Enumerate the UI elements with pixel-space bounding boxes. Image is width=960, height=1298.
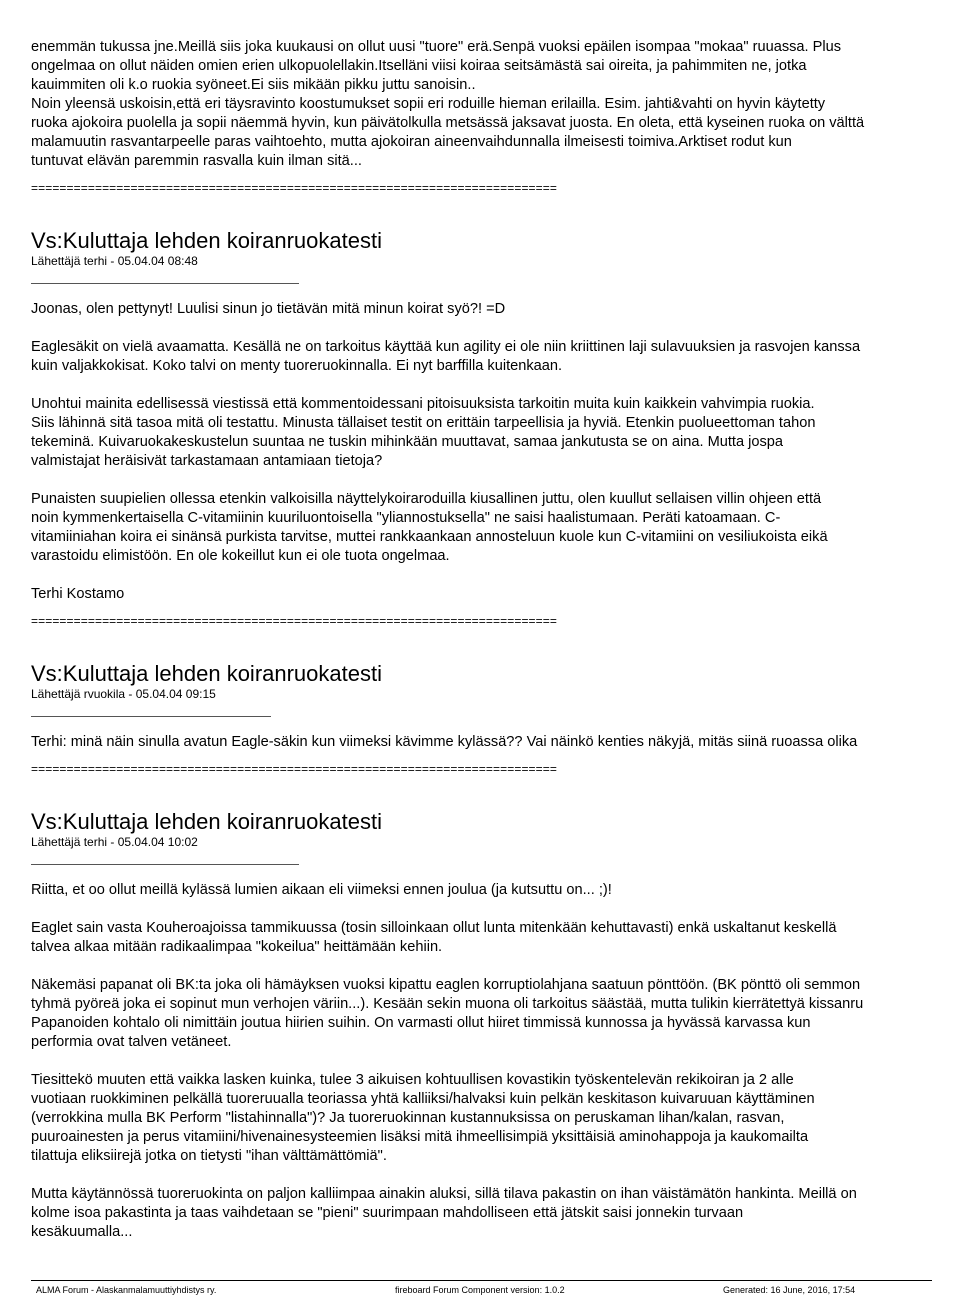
intro-line: kauimmiten oli k.o ruokia syöneet.Ei siis mikään pikku juttu sanoisin.. bbox=[31, 77, 476, 93]
post-paragraph bbox=[31, 881, 960, 900]
post-line: kuin valjakkokisat. Koko talvi on menty tuoreruokinnalla. Ei nyt barffilla kuitenkaan. bbox=[31, 358, 563, 374]
post-separator: ========================================================================== bbox=[31, 181, 557, 195]
post-separator: ========================================================================== bbox=[31, 614, 557, 628]
post-line: Terhi Kostamo bbox=[31, 586, 125, 602]
post-line: Joonas, olen pettynyt! Luulisi sinun jo tietävän mitä minun koirat syö?! =D bbox=[31, 301, 506, 317]
post-line: varastoidu elimistöön. En ole kokeillut kun ei ole tuota ongelmaa. bbox=[31, 548, 450, 564]
page-footer bbox=[31, 1280, 932, 1298]
post-line: Siis lähinnä sitä tasoa mitä oli testattu. Minusta tällaiset testit on erittäin tarpeellisia ja hyviä. Etenkin puolueettoman tahon bbox=[31, 415, 816, 431]
post-paragraph bbox=[31, 976, 960, 1052]
intro-line: tuntuvat elävän paremmin rasvalla kuin ilman sitä... bbox=[31, 153, 362, 169]
post-line: tyhmä pyöreä joka ei sopinut mun verhojen väriin...). Kesään sekin muona oli tarkoitus säästää, mutta tulikin kierrätettyä kissanru bbox=[31, 996, 864, 1012]
intro-paragraph bbox=[31, 38, 960, 171]
post-meta: Lähettäjä terhi - 05.04.04 08:48 bbox=[31, 254, 198, 268]
post-line: Mutta käytännössä tuoreruokinta on paljon kalliimpaa ainakin aluksi, sillä tilava pakastin on ihan väistämätön hankinta. Meillä on bbox=[31, 1186, 857, 1202]
intro-line: enemmän tukussa jne.Meillä siis joka kuukausi on ollut uusi "tuore" erä.Senpä vuoksi epäilen isompaa "mokaa" ruuassa. Plus bbox=[31, 39, 842, 55]
post-line: valmistajat heräisivät tarkastamaan antamiaan tietoja? bbox=[31, 453, 383, 469]
post-paragraph bbox=[31, 395, 960, 471]
post-line: kesäkuumalla... bbox=[31, 1224, 133, 1240]
post-line: (verrokkina mulla BK Perform "listahinnalla")? Ja tuoreruokinnan kustannuksissa on peruskaman lihan/kalan, rasvan, bbox=[31, 1110, 785, 1126]
post-paragraph bbox=[31, 1185, 960, 1242]
post-divider bbox=[31, 283, 299, 284]
post-divider bbox=[31, 864, 299, 865]
post-line: Terhi: minä näin sinulla avatun Eagle-säkin kun viimeksi kävimme kylässä?? Vai näinkö kenties näkyjä, mitäs siinä ruoassa olika bbox=[31, 734, 858, 750]
post-line: Riitta, et oo ollut meillä kylässä lumien aikaan eli viimeksi ennen joulua (ja kutsuttu on... ;)! bbox=[31, 882, 612, 898]
post-paragraph bbox=[31, 919, 960, 957]
post-line: tilattuja eliksiirejä jotka on tietysti "ihan välttämättömiä". bbox=[31, 1148, 387, 1164]
post-line: vuotiaan ruokkiminen pelkällä tuoreruualla teoriassa yhtä kalliiksi/halvaksi kuin pelkän keskitason kuivaruuan käyttäminen bbox=[31, 1091, 815, 1107]
intro-line: ruoka ajokoira puolella ja sopii näemmä hyvin, kun päivätolkulla metsässä jaksavat juosta. En oleta, että kyseinen ruoka on välttä bbox=[31, 115, 865, 131]
intro-line: Noin yleensä uskoisin,että eri täysravinto koostumukset sopii eri roduille hieman erilailla. Esim. jahti&vahti on hyvin käytetty bbox=[31, 96, 826, 112]
post-line: Punaisten suupielien ollessa etenkin valkoisilla näyttelykoiraroduilla kiusallinen juttu, olen kuullut sellaisen villin ohjeen että bbox=[31, 491, 822, 507]
post-meta: Lähettäjä terhi - 05.04.04 10:02 bbox=[31, 835, 198, 849]
post-line: Unohtui mainita edellisessä viestissä että kommentoidessani pitoisuuksista tarkoitin muita kuin kaikkein vahvimpia ruokia. bbox=[31, 396, 815, 412]
intro-line: malamuutin rasvantarpeelle paras vaihtoehto, mutta ajokoiran aineenvaihdunnalla ilmeisesti toimiva.Arktiset rodut kun bbox=[31, 134, 792, 150]
post-title: Vs:Kuluttaja lehden koiranruokatesti bbox=[31, 661, 382, 686]
post-line: noin kymmenkertaisella C-vitamiinin kuuriluontoisella "yliannostuksella" ne saisi haalistumaan. Peräti katoamaan. C- bbox=[31, 510, 781, 526]
footer-component-version: fireboard Forum Component version: 1.0.2 bbox=[395, 1285, 565, 1295]
intro-line: ongelmaa on ollut näiden omien erien ulkopuolellakin.Itselläni viisi koiraa seitsämästä sai oireita, ja pahimmiten ne, jotka bbox=[31, 58, 807, 74]
post-line: performia ovat talven vetäneet. bbox=[31, 1034, 232, 1050]
footer-site-name: ALMA Forum - Alaskanmalamuuttiyhdistys ry. bbox=[36, 1285, 217, 1295]
post-line: Näkemäsi papanat oli BK:ta joka oli hämäyksen vuoksi kipattu eaglen korruptiolahjana saatuun pönttöön. (BK pönttö oli semmon bbox=[31, 977, 861, 993]
post-title: Vs:Kuluttaja lehden koiranruokatesti bbox=[31, 228, 382, 253]
post-meta: Lähettäjä rvuokila - 05.04.04 09:15 bbox=[31, 687, 216, 701]
post-line: tekeminä. Kuivaruokakeskustelun suuntaa ne tuskin mihinkään muuttavat, samaa jankutusta se on aina. Mutta jospa bbox=[31, 434, 784, 450]
post-paragraph bbox=[31, 490, 960, 566]
post-line: kolme isoa pakastinta ja taas vaihdetaan se "pieni" suurimpaan mahdolliseen että jätskit saisi jonnekin turvaan bbox=[31, 1205, 744, 1221]
post-separator: ========================================================================== bbox=[31, 762, 557, 776]
post-line: talvea alkaa mitään radikaalimpaa "kokeilua" heittämään kehiin. bbox=[31, 939, 443, 955]
forum-export-page bbox=[31, 38, 960, 1242]
post-signature bbox=[31, 585, 960, 604]
footer-generated-date: Generated: 16 June, 2016, 17:54 bbox=[723, 1285, 856, 1295]
post-paragraph bbox=[31, 300, 960, 319]
post-paragraph bbox=[31, 338, 960, 376]
post-title: Vs:Kuluttaja lehden koiranruokatesti bbox=[31, 809, 382, 834]
post-line: Papanoiden kohtalo oli nimittäin joutua hiirien suihin. On varmasti ollut hiiret timmissä kunnossa ja hyvässä karvassa kun bbox=[31, 1015, 811, 1031]
post-line: Tiesittekö muuten että vaikka lasken kuinka, tulee 3 aikuisen kohtuullisen kovastikin työskentelevän rekikoiran ja 2 alle bbox=[31, 1072, 794, 1088]
forum-post bbox=[31, 809, 960, 1242]
forum-post bbox=[31, 228, 960, 604]
post-line: Eaglesäkit on vielä avaamatta. Kesällä ne on tarkoitus käyttää kun agility ei ole niin kriittinen laji sulavuuksien ja rasvojen kanssa bbox=[31, 339, 861, 355]
post-line: Eaglet sain vasta Kouheroajoissa tammikuussa (tosin silloinkaan ollut lunta mitenkään kehuttavasti) enkä uskaltanut keskellä bbox=[31, 920, 837, 936]
forum-post bbox=[31, 661, 960, 752]
post-line: puuroainesten ja perus vitamiini/hivenainesysteemien lisäksi mitä ihmeellisimpiä yksittäisiä aminohappoja ja kaukomailta bbox=[31, 1129, 809, 1145]
post-paragraph bbox=[31, 1071, 960, 1166]
post-paragraph bbox=[31, 733, 960, 752]
post-line: vitamiiniahan koira ei sinänsä purkista tarvitse, muttei rankkaankaan annosteluun kuole kun C-vitamiini on vesiliukoista eikä bbox=[31, 529, 828, 545]
post-divider bbox=[31, 716, 271, 717]
